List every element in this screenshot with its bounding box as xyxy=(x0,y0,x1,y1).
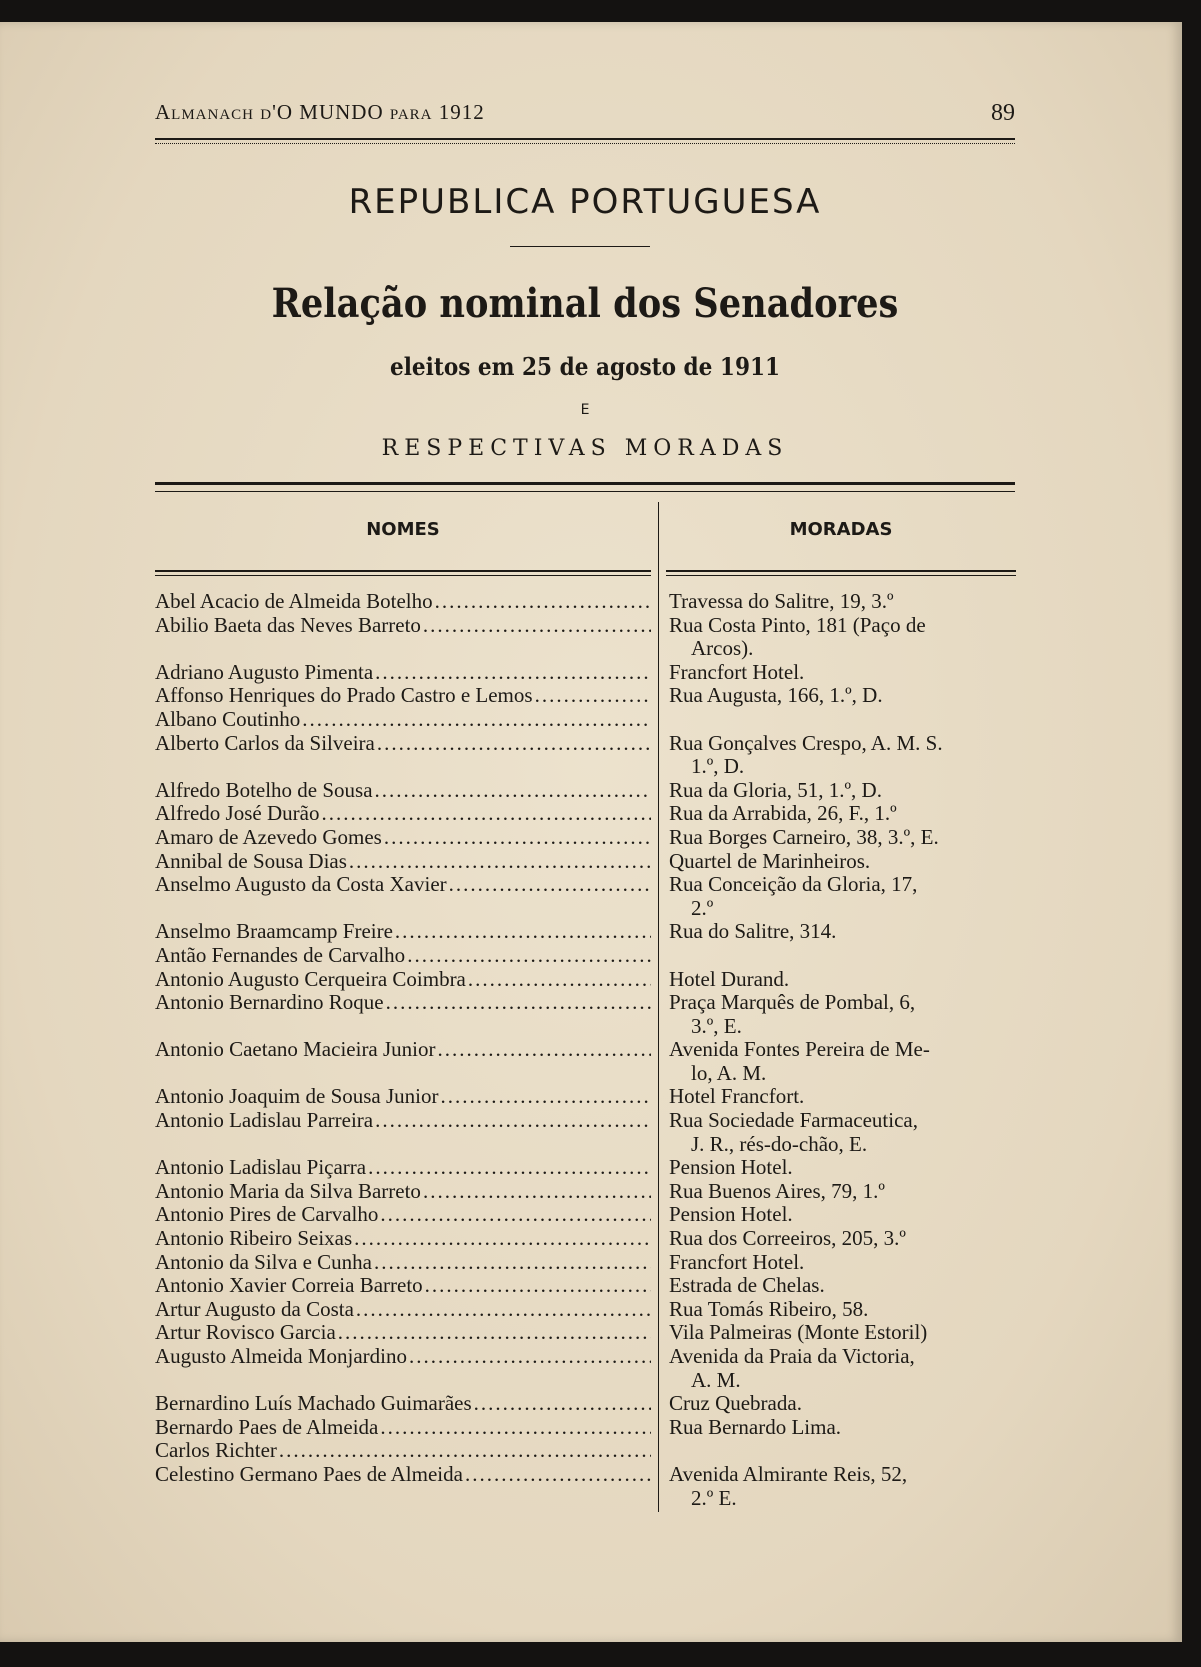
senator-name-cell xyxy=(155,732,651,779)
senator-name: Carlos Richter xyxy=(155,1439,277,1463)
dot-leader xyxy=(279,1439,651,1463)
senator-name-cell xyxy=(155,1109,651,1156)
senator-address: Vila Palmeiras (Monte Estoril) xyxy=(669,1320,928,1345)
senator-name: Alfredo José Durão xyxy=(155,802,320,826)
dot-leader xyxy=(468,968,651,992)
dot-leader xyxy=(409,1345,651,1392)
senator-address-cell xyxy=(667,873,1017,920)
senator-address: Rua Augusta, 166, 1.º, D. xyxy=(669,683,883,708)
senator-address: Francfort Hotel. xyxy=(669,659,805,684)
senator-name: Bernardo Paes de Almeida xyxy=(155,1415,379,1439)
senator-name: Antonio Ladislau Parreira xyxy=(155,1109,374,1133)
book-page xyxy=(0,22,1182,1642)
dot-leader xyxy=(535,684,651,708)
senator-address-cell xyxy=(667,1180,1017,1204)
senator-name-cell xyxy=(155,614,651,661)
senator-name-cell xyxy=(155,708,651,732)
header-rule xyxy=(155,138,1015,144)
senator-row xyxy=(155,850,1017,874)
senator-row xyxy=(155,1321,1017,1345)
senator-name-cell xyxy=(155,1203,651,1227)
senator-row xyxy=(155,590,1017,614)
senator-address: Cruz Quebrada. xyxy=(669,1391,802,1416)
senator-address-cell xyxy=(667,1298,1017,1322)
senator-name-cell xyxy=(155,1038,651,1085)
senator-address-cell xyxy=(667,1251,1017,1275)
senator-row xyxy=(155,920,1017,944)
senator-address-continuation: lo, A. M. xyxy=(691,1060,767,1085)
dot-leader xyxy=(441,1085,652,1109)
senator-name-cell xyxy=(155,1156,651,1180)
senator-name: Antonio Ladislau Piçarra xyxy=(155,1156,367,1180)
senator-name-cell xyxy=(155,826,651,850)
senator-name-cell xyxy=(155,873,651,920)
dot-leader xyxy=(302,708,651,732)
senator-address-cell xyxy=(667,590,1017,614)
senator-address-cell xyxy=(667,684,1017,708)
title-conjunction: E xyxy=(580,402,590,418)
senator-address-cell xyxy=(667,826,1017,850)
senator-address: Avenida Fontes Pereira de Me- xyxy=(669,1037,930,1062)
senator-name-cell xyxy=(155,1227,651,1251)
dot-leader xyxy=(356,1298,651,1322)
dot-leader xyxy=(435,590,651,614)
senator-row xyxy=(155,1298,1017,1322)
dot-leader xyxy=(338,1321,651,1345)
senator-name: Adriano Augusto Pimenta xyxy=(155,660,374,684)
senator-address-cell xyxy=(667,1203,1017,1227)
senator-row xyxy=(155,684,1017,708)
senator-address-cell xyxy=(667,614,1017,661)
senator-address: Francfort Hotel. xyxy=(669,1249,805,1274)
senator-row xyxy=(155,1227,1017,1251)
column-header-names: NOMES xyxy=(366,519,440,540)
senator-address-continuation: J. R., rés-do-chão, E. xyxy=(691,1131,868,1156)
senator-address-cell xyxy=(667,1156,1017,1180)
senator-row xyxy=(155,1439,1017,1463)
senator-name: Augusto Almeida Monjardino xyxy=(155,1345,407,1368)
dot-leader xyxy=(386,991,651,1038)
table-top-rule xyxy=(155,482,1015,492)
senator-name: Albano Coutinho xyxy=(155,707,301,731)
dot-leader xyxy=(375,779,651,803)
senator-address: Rua Tomás Ribeiro, 58. xyxy=(669,1296,869,1321)
senator-address: Hotel Francfort. xyxy=(669,1084,805,1109)
senator-address-cell xyxy=(667,1038,1017,1085)
senator-name: Anselmo Augusto da Costa Xavier xyxy=(155,873,447,897)
senator-name-cell xyxy=(155,968,651,992)
dot-leader xyxy=(423,614,651,661)
senator-row xyxy=(155,873,1017,920)
dot-leader xyxy=(349,850,651,874)
senator-name-cell xyxy=(155,779,651,803)
senator-row xyxy=(155,944,1017,968)
senator-name-cell xyxy=(155,1416,651,1440)
senator-address-cell xyxy=(667,732,1017,779)
senator-name: Antão Fernandes de Carvalho xyxy=(155,943,406,967)
page-title: Relação nominal dos Senadores xyxy=(271,280,899,327)
senator-address-continuation: Arcos). xyxy=(691,636,754,661)
senator-row xyxy=(155,1180,1017,1204)
dot-leader xyxy=(321,802,651,826)
senator-address: Avenida da Praia da Victoria, xyxy=(669,1344,915,1368)
page-number: 89 xyxy=(991,100,1015,126)
senator-address-cell xyxy=(667,1392,1017,1416)
senator-name: Bernardino Luís Machado Guimarães xyxy=(155,1392,472,1416)
senator-row xyxy=(155,991,1017,1038)
senator-name: Antonio Augusto Cerqueira Coimbra xyxy=(155,967,466,991)
dot-leader xyxy=(377,732,651,779)
senator-name-cell xyxy=(155,850,651,874)
senator-address-continuation: A. M. xyxy=(691,1367,741,1392)
senator-name-cell xyxy=(155,1251,651,1275)
senator-name: Antonio Xavier Correia Barreto xyxy=(155,1274,423,1298)
senator-row xyxy=(155,661,1017,685)
column-header-addresses: MORADAS xyxy=(789,519,893,540)
senator-address-cell xyxy=(667,661,1017,685)
senator-address-cell xyxy=(667,1416,1017,1440)
senator-address: Rua Buenos Aires, 79, 1.º xyxy=(669,1178,885,1203)
dot-leader xyxy=(384,826,651,850)
senator-name: Artur Rovisco Garcia xyxy=(155,1321,336,1345)
senator-address-cell xyxy=(667,1439,1017,1463)
senator-row xyxy=(155,1274,1017,1298)
dot-leader xyxy=(407,944,651,968)
senator-name-cell xyxy=(155,1180,651,1204)
senator-row xyxy=(155,708,1017,732)
senator-name: Abel Acacio de Almeida Botelho xyxy=(155,590,433,613)
senator-name-cell xyxy=(155,1392,651,1416)
senator-row xyxy=(155,826,1017,850)
senator-name: Antonio Joaquim de Sousa Junior xyxy=(155,1085,439,1109)
senator-address-cell xyxy=(667,968,1017,992)
senator-address-cell xyxy=(667,1345,1017,1392)
running-head xyxy=(155,100,1015,136)
dot-leader xyxy=(449,873,651,920)
senator-name-cell xyxy=(155,1321,651,1345)
dot-leader xyxy=(425,1274,651,1298)
senator-name: Antonio da Silva e Cunha xyxy=(155,1250,372,1274)
senator-address: Rua Costa Pinto, 181 (Paço de xyxy=(669,612,926,637)
senator-address-continuation: 2.º E. xyxy=(691,1485,737,1510)
senator-name-cell xyxy=(155,590,651,614)
senator-row xyxy=(155,1085,1017,1109)
senator-address: Estrada de Chelas. xyxy=(669,1273,825,1298)
dot-leader xyxy=(438,1038,651,1085)
senator-row xyxy=(155,1038,1017,1085)
senator-name: Celestino Germano Paes de Almeida xyxy=(155,1462,463,1486)
senator-address: Hotel Durand. xyxy=(669,966,790,991)
senator-row xyxy=(155,968,1017,992)
senator-name-cell xyxy=(155,944,651,968)
senator-name-cell xyxy=(155,920,651,944)
senator-name-cell xyxy=(155,802,651,826)
senator-address: Rua Sociedade Farmaceutica, xyxy=(669,1108,918,1133)
page-subtitle: eleitos em 25 de agosto de 1911 xyxy=(389,352,781,381)
senator-address: Pension Hotel. xyxy=(669,1202,793,1227)
senator-list xyxy=(155,590,1017,1510)
senator-row xyxy=(155,1392,1017,1416)
dot-leader xyxy=(375,1109,651,1156)
senator-row xyxy=(155,1109,1017,1156)
senator-name: Anselmo Braamcamp Freire xyxy=(155,920,393,944)
column-rule-addresses xyxy=(666,570,1016,576)
senator-address-continuation: 3.º, E. xyxy=(691,1013,742,1038)
senator-address: Travessa do Salitre, 19, 3.º xyxy=(669,589,894,613)
dot-leader xyxy=(380,1203,651,1227)
senator-name: Antonio Bernardino Roque xyxy=(155,991,384,1015)
senator-address-continuation: 1.º, D. xyxy=(691,754,745,779)
senator-name: Artur Augusto da Costa xyxy=(155,1297,354,1321)
dot-leader xyxy=(465,1463,651,1510)
senator-row xyxy=(155,1203,1017,1227)
running-title: Almanach d'O MUNDO para 1912 xyxy=(155,100,485,124)
senator-row xyxy=(155,614,1017,661)
senator-address: Rua da Arrabida, 26, F., 1.º xyxy=(669,801,897,826)
senator-address-cell xyxy=(667,1321,1017,1345)
senator-name-cell xyxy=(155,661,651,685)
dot-leader xyxy=(395,920,651,944)
senator-address: Pension Hotel. xyxy=(669,1155,793,1180)
senator-row xyxy=(155,1463,1017,1510)
senator-address: Rua do Salitre, 314. xyxy=(669,919,837,944)
senator-address-continuation: 2.º xyxy=(691,895,714,920)
senator-address: Avenida Almirante Reis, 52, xyxy=(669,1461,908,1486)
senator-name-cell xyxy=(155,1298,651,1322)
senator-address-cell xyxy=(667,1085,1017,1109)
senator-name: Alberto Carlos da Silveira xyxy=(155,731,375,755)
title-divider xyxy=(510,246,650,247)
senator-address-cell xyxy=(667,779,1017,803)
dot-leader xyxy=(380,1416,651,1440)
senator-address-cell xyxy=(667,1463,1017,1510)
senator-name-cell xyxy=(155,684,651,708)
senator-address: Rua dos Correeiros, 205, 3.º xyxy=(669,1226,906,1251)
senator-name: Antonio Pires de Carvalho xyxy=(155,1203,379,1227)
senator-name: Antonio Caetano Macieira Junior xyxy=(155,1038,436,1062)
senator-name: Antonio Maria da Silva Barreto xyxy=(155,1179,421,1203)
senator-address-cell xyxy=(667,1109,1017,1156)
senator-name-cell xyxy=(155,1345,651,1392)
senator-address: Praça Marquês de Pombal, 6, xyxy=(669,990,916,1015)
senator-address: Rua Conceição da Gloria, 17, xyxy=(669,872,918,897)
senator-row xyxy=(155,1251,1017,1275)
senator-address: Rua Bernardo Lima. xyxy=(669,1414,842,1439)
dot-leader xyxy=(375,661,651,685)
republic-title: REPUBLICA PORTUGUESA xyxy=(348,182,822,222)
senator-name-cell xyxy=(155,1463,651,1510)
senator-address-cell xyxy=(667,850,1017,874)
senator-name: Affonso Henriques do Prado Castro e Lemos xyxy=(155,684,533,708)
senator-address-cell xyxy=(667,802,1017,826)
senator-name-cell xyxy=(155,1439,651,1463)
senator-name: Annibal de Sousa Dias xyxy=(155,849,347,873)
senator-name-cell xyxy=(155,1274,651,1298)
senator-address-cell xyxy=(667,1274,1017,1298)
senator-row xyxy=(155,779,1017,803)
senator-row xyxy=(155,1416,1017,1440)
dot-leader xyxy=(474,1392,651,1416)
dot-leader xyxy=(368,1156,651,1180)
senator-name-cell xyxy=(155,991,651,1038)
senator-row xyxy=(155,802,1017,826)
senator-name: Abilio Baeta das Neves Barreto xyxy=(155,613,421,637)
senator-address-cell xyxy=(667,991,1017,1038)
senator-address: Rua da Gloria, 51, 1.º, D. xyxy=(669,777,882,802)
senator-address-cell xyxy=(667,944,1017,968)
dot-leader xyxy=(354,1227,651,1251)
page-subtitle-moradas: RESPECTIVAS MORADAS xyxy=(381,436,789,461)
dot-leader xyxy=(374,1251,651,1275)
senator-name: Antonio Ribeiro Seixas xyxy=(155,1227,353,1251)
column-rule-names xyxy=(155,570,651,576)
senator-name: Alfredo Botelho de Sousa xyxy=(155,778,373,802)
senator-row xyxy=(155,1345,1017,1392)
senator-address-cell xyxy=(667,708,1017,732)
senator-row xyxy=(155,1156,1017,1180)
senator-name-cell xyxy=(155,1085,651,1109)
senator-address: Quartel de Marinheiros. xyxy=(669,848,871,873)
senator-address: Rua Borges Carneiro, 38, 3.º, E. xyxy=(669,824,939,849)
senator-address-cell xyxy=(667,1227,1017,1251)
senator-row xyxy=(155,732,1017,779)
senator-address-cell xyxy=(667,920,1017,944)
senator-name: Amaro de Azevedo Gomes xyxy=(155,825,382,849)
senator-address: Rua Gonçalves Crespo, A. M. S. xyxy=(669,730,943,755)
dot-leader xyxy=(423,1180,651,1204)
